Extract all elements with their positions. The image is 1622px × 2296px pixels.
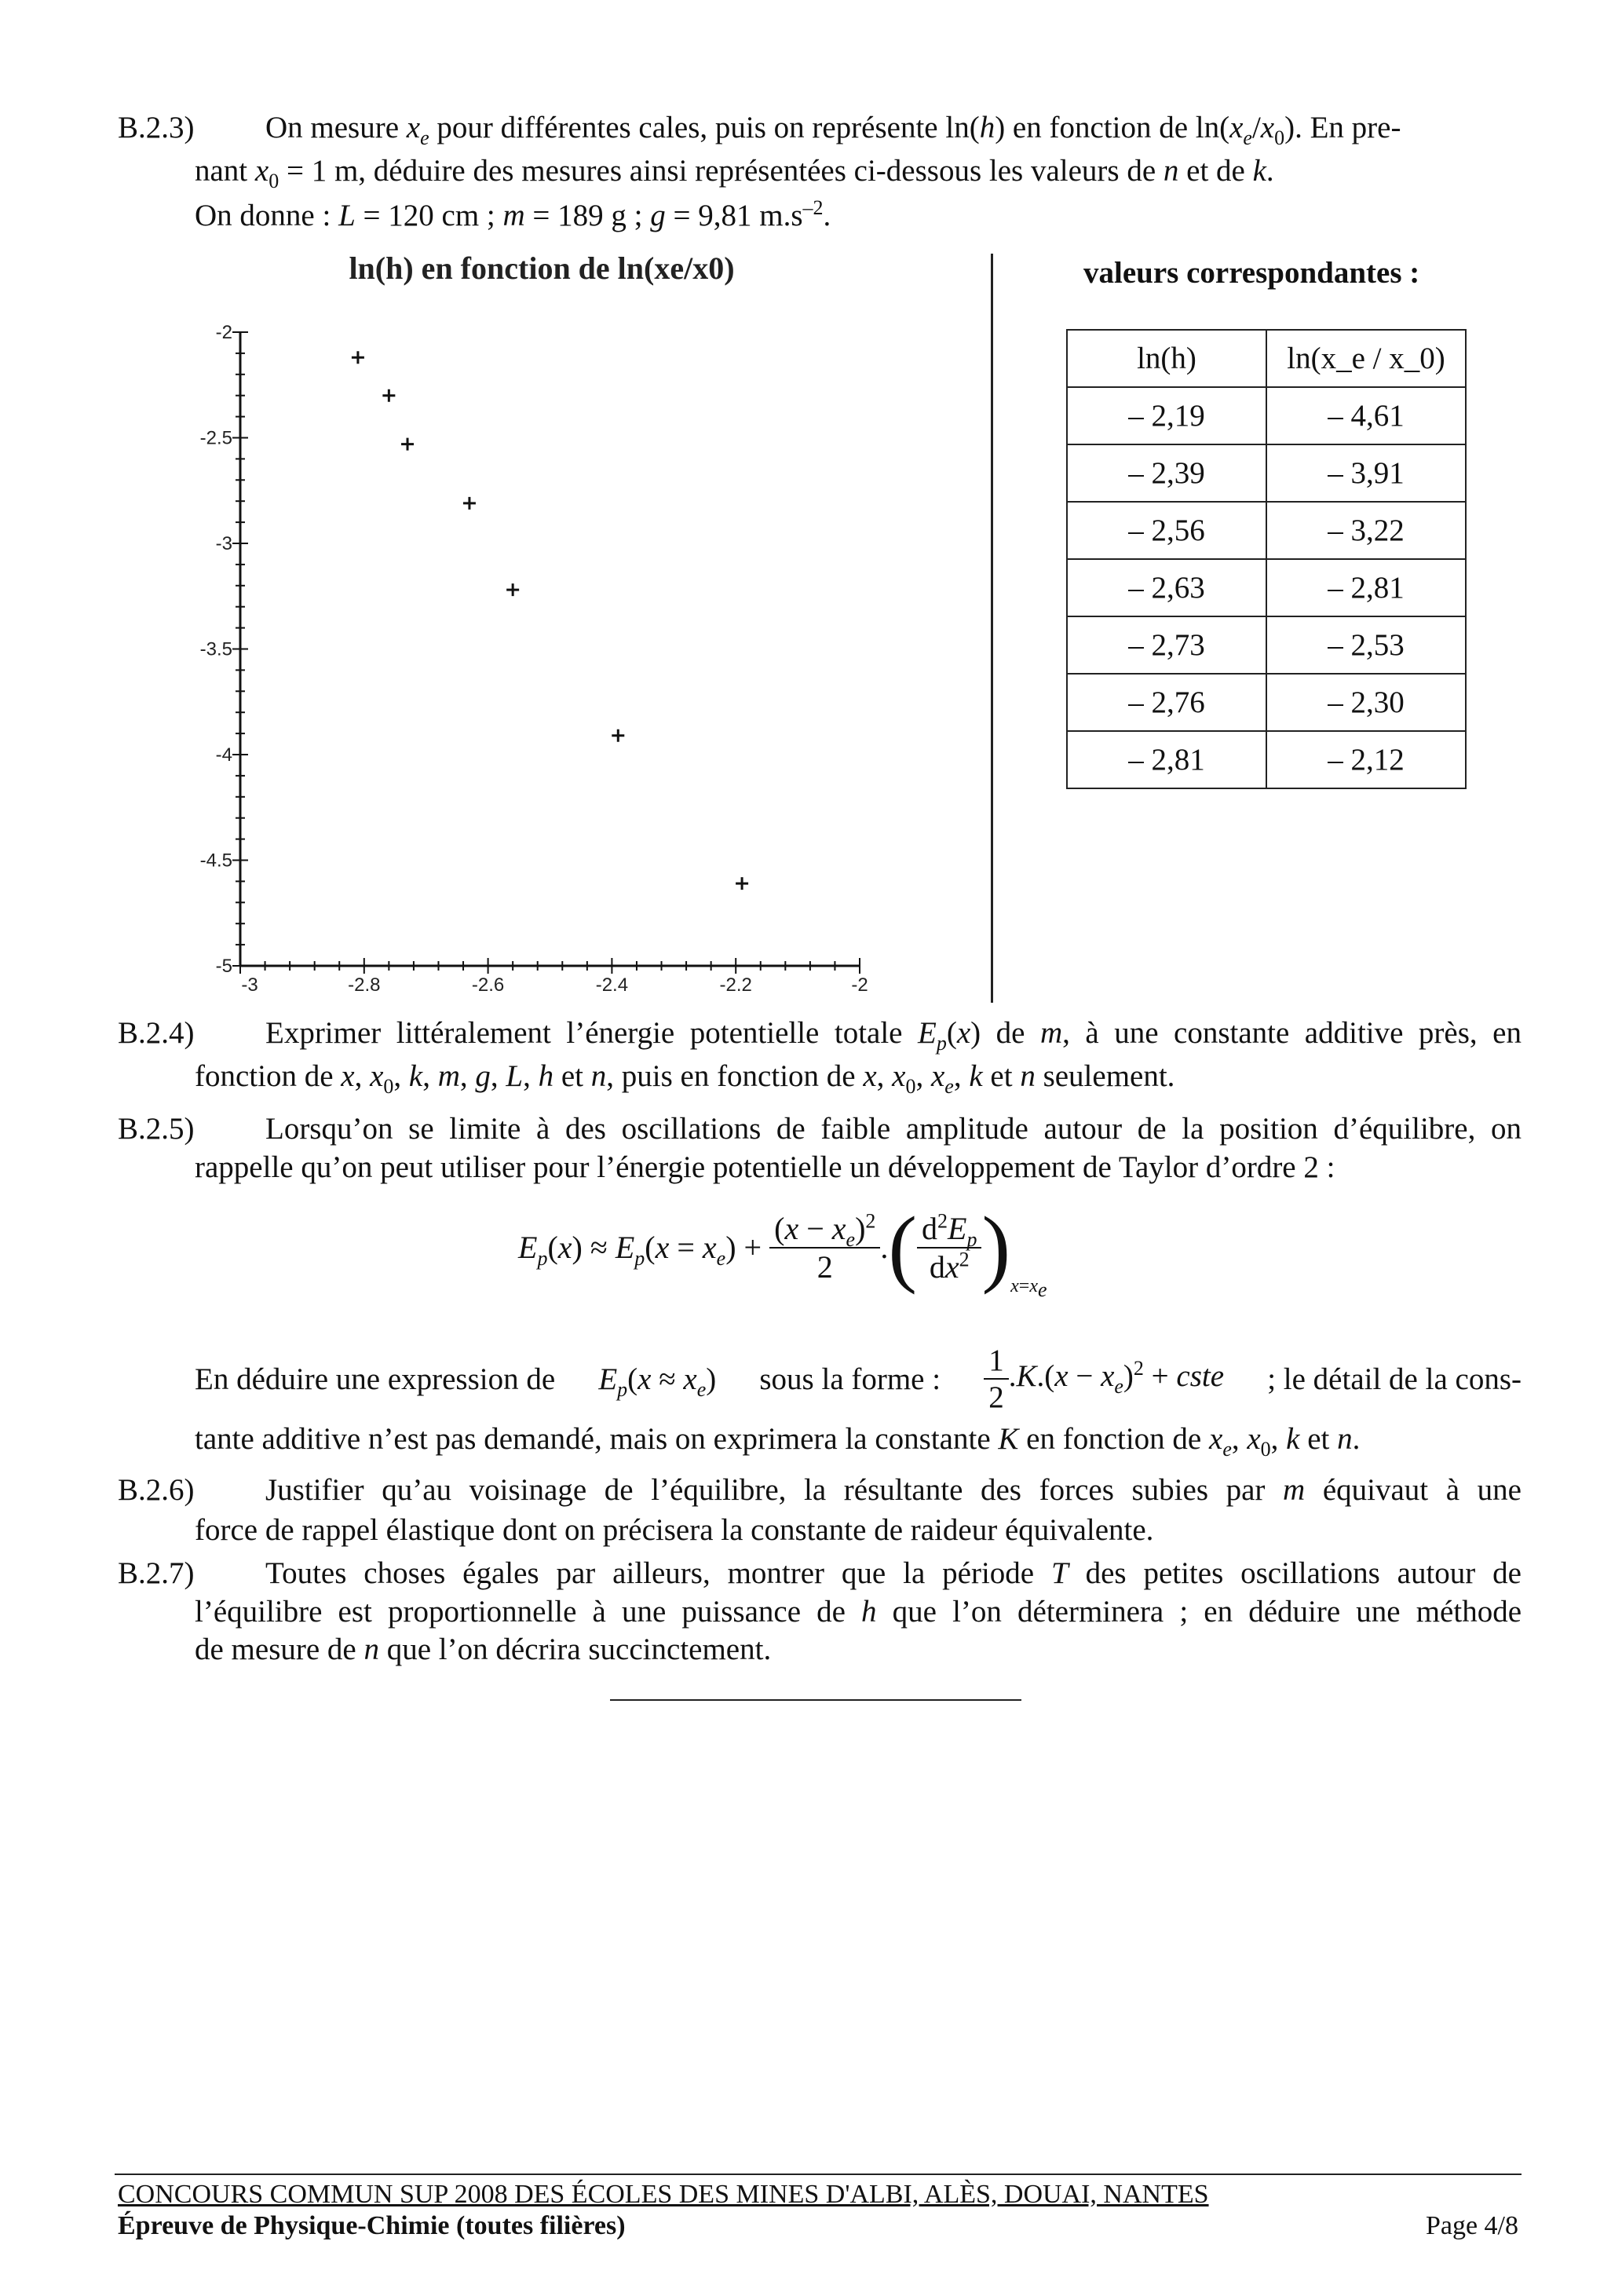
table-header-row: [1067, 330, 1466, 387]
question-text-line: Exprimer littéralement l’énergie potentielle totale $E_p(x)$ de m, à une constante additive près, en: [265, 1016, 1522, 1055]
y-tick-label: -4.5: [199, 850, 232, 872]
text-segment: En déduire une expression de: [195, 1362, 556, 1396]
cell-ln-xe-x0: – 3,22: [1266, 502, 1466, 559]
question-text-line: rappelle qu’on peut utiliser pour l’énergie potentielle un développement de Taylor d’ordre 2 :: [195, 1150, 1335, 1184]
question-label: B.2.4): [118, 1016, 195, 1050]
question-text-line: tante additive n’est pas demandé, mais on exprimera la constante K en fonction de $x_e$, $x_0$, k et n.: [195, 1422, 1361, 1461]
question-text-line: [195, 1343, 1522, 1415]
chart-title: ln(h) en fonction de ln(xe/x0): [349, 250, 735, 286]
y-tick-label: -2: [215, 322, 232, 343]
y-tick-label: -5: [215, 956, 232, 977]
text-segment: ; le détail de la cons-: [1267, 1362, 1522, 1396]
y-tick-label: -3: [215, 533, 232, 554]
y-tick-label: -2.5: [199, 427, 232, 449]
footer-page: Page 4/8: [1425, 2211, 1518, 2240]
y-tick-label: -3.5: [199, 638, 232, 660]
cell-ln-xe-x0: – 3,91: [1266, 444, 1466, 502]
question-text-line: de mesure de n que l’on décrira succinctement.: [195, 1632, 772, 1666]
question-label: B.2.7): [118, 1556, 195, 1590]
scatter-chart: [181, 306, 887, 997]
expr-ep: $E_p(x \approx x_e)$: [598, 1362, 717, 1401]
footer-rule: [115, 2174, 1522, 2175]
question-text-line: fonction de x, $x_0$, k, m, g, L, h et n, puis en fonction de x, $x_0$, $x_e$, k et n seulement.: [195, 1059, 1175, 1098]
header-ln-xe-x0: ln(x_e / x_0): [1266, 330, 1466, 387]
question-text-line: Justifier qu’au voisinage de l’équilibre, la résultante des forces subies par m équivaut à une: [265, 1473, 1522, 1507]
question-text-line: On donne : L = 120 cm ; m = 189 g ; g = 9,81 $m.s^{-2}$.: [195, 196, 831, 232]
data-point: [401, 438, 414, 451]
cell-ln-h: – 2,19: [1067, 387, 1266, 444]
cell-ln-xe-x0: – 4,61: [1266, 387, 1466, 444]
table-row: [1067, 387, 1466, 444]
question-text-line: force de rappel élastique dont on précisera la constante de raideur équivalente.: [195, 1513, 1154, 1547]
question-text-line: nant $x_0 = 1$ m, déduire des mesures ainsi représentées ci-dessous les valeurs de n et de k.: [195, 154, 1274, 192]
data-point: [352, 351, 364, 364]
cell-ln-h: – 2,39: [1067, 444, 1266, 502]
cell-ln-xe-x0: – 2,30: [1266, 674, 1466, 731]
cell-ln-h: – 2,63: [1067, 559, 1266, 616]
question-text-line: Toutes choses égales par ailleurs, montrer que la période T des petites oscillations autour de: [265, 1556, 1522, 1590]
data-point: [612, 729, 624, 742]
x-tick-label: -2: [851, 974, 868, 996]
x-tick-label: -3: [241, 974, 258, 996]
question-text-line: l’équilibre est proportionnelle à une puissance de h que l’on déterminera ; en déduire une méthode: [195, 1595, 1522, 1629]
footer-contest: CONCOURS COMMUN SUP 2008 DES ÉCOLES DES MINES D'ALBI, ALÈS, DOUAI, NANTES: [118, 2180, 1209, 2209]
table-row: [1067, 444, 1466, 502]
cell-ln-h: – 2,76: [1067, 674, 1266, 731]
table-row: [1067, 616, 1466, 674]
cell-ln-h: – 2,56: [1067, 502, 1266, 559]
question-text-line: On mesure $x_e$ pour différentes cales, puis on représente ln(h) en fonction de $\ln(x_e/x_0)$. En pre-: [265, 111, 1401, 149]
end-separator: [610, 1699, 1021, 1701]
taylor-formula: $E_p(x) \approx E_p(x = x_e)$ + $\frac{(x - x_e)^2}{2}$ . ( $\frac{d^2E_p}{dx^2}$ ) $x=x_e$: [518, 1199, 1047, 1301]
vertical-divider: [991, 254, 993, 1003]
cell-ln-xe-x0: – 2,81: [1266, 559, 1466, 616]
cell-ln-xe-x0: – 2,12: [1266, 731, 1466, 788]
data-point: [506, 583, 519, 596]
cell-ln-xe-x0: – 2,53: [1266, 616, 1466, 674]
table-row: [1067, 559, 1466, 616]
table-title: valeurs correspondantes :: [1083, 256, 1420, 290]
header-ln-h: ln(h): [1067, 330, 1266, 387]
x-tick-label: -2.8: [348, 974, 381, 996]
data-point: [382, 389, 395, 402]
text-segment: sous la forme :: [759, 1362, 941, 1396]
question-text-line: Lorsqu’on se limite à des oscillations de faible amplitude autour de la position d’équilibre, on: [265, 1112, 1522, 1146]
table-row: [1067, 731, 1466, 788]
data-point: [463, 497, 476, 510]
question-label: B.2.6): [118, 1473, 195, 1507]
question-label: B.2.3): [118, 111, 195, 144]
x-tick-label: -2.4: [595, 974, 629, 996]
x-tick-label: -2.2: [719, 974, 752, 996]
question-label: B.2.5): [118, 1112, 195, 1146]
data-point: [736, 877, 748, 890]
values-table: [1066, 329, 1467, 789]
x-tick-label: -2.6: [471, 974, 505, 996]
expr-form: $\frac{1}{2}$ $.K.(x - x_e)^2$ + cste: [984, 1343, 1224, 1415]
cell-ln-h: – 2,73: [1067, 616, 1266, 674]
footer-exam: Épreuve de Physique-Chimie (toutes filières): [118, 2211, 626, 2240]
y-tick-label: -4: [215, 744, 232, 766]
cell-ln-h: – 2,81: [1067, 731, 1266, 788]
table-row: [1067, 502, 1466, 559]
table-row: [1067, 674, 1466, 731]
